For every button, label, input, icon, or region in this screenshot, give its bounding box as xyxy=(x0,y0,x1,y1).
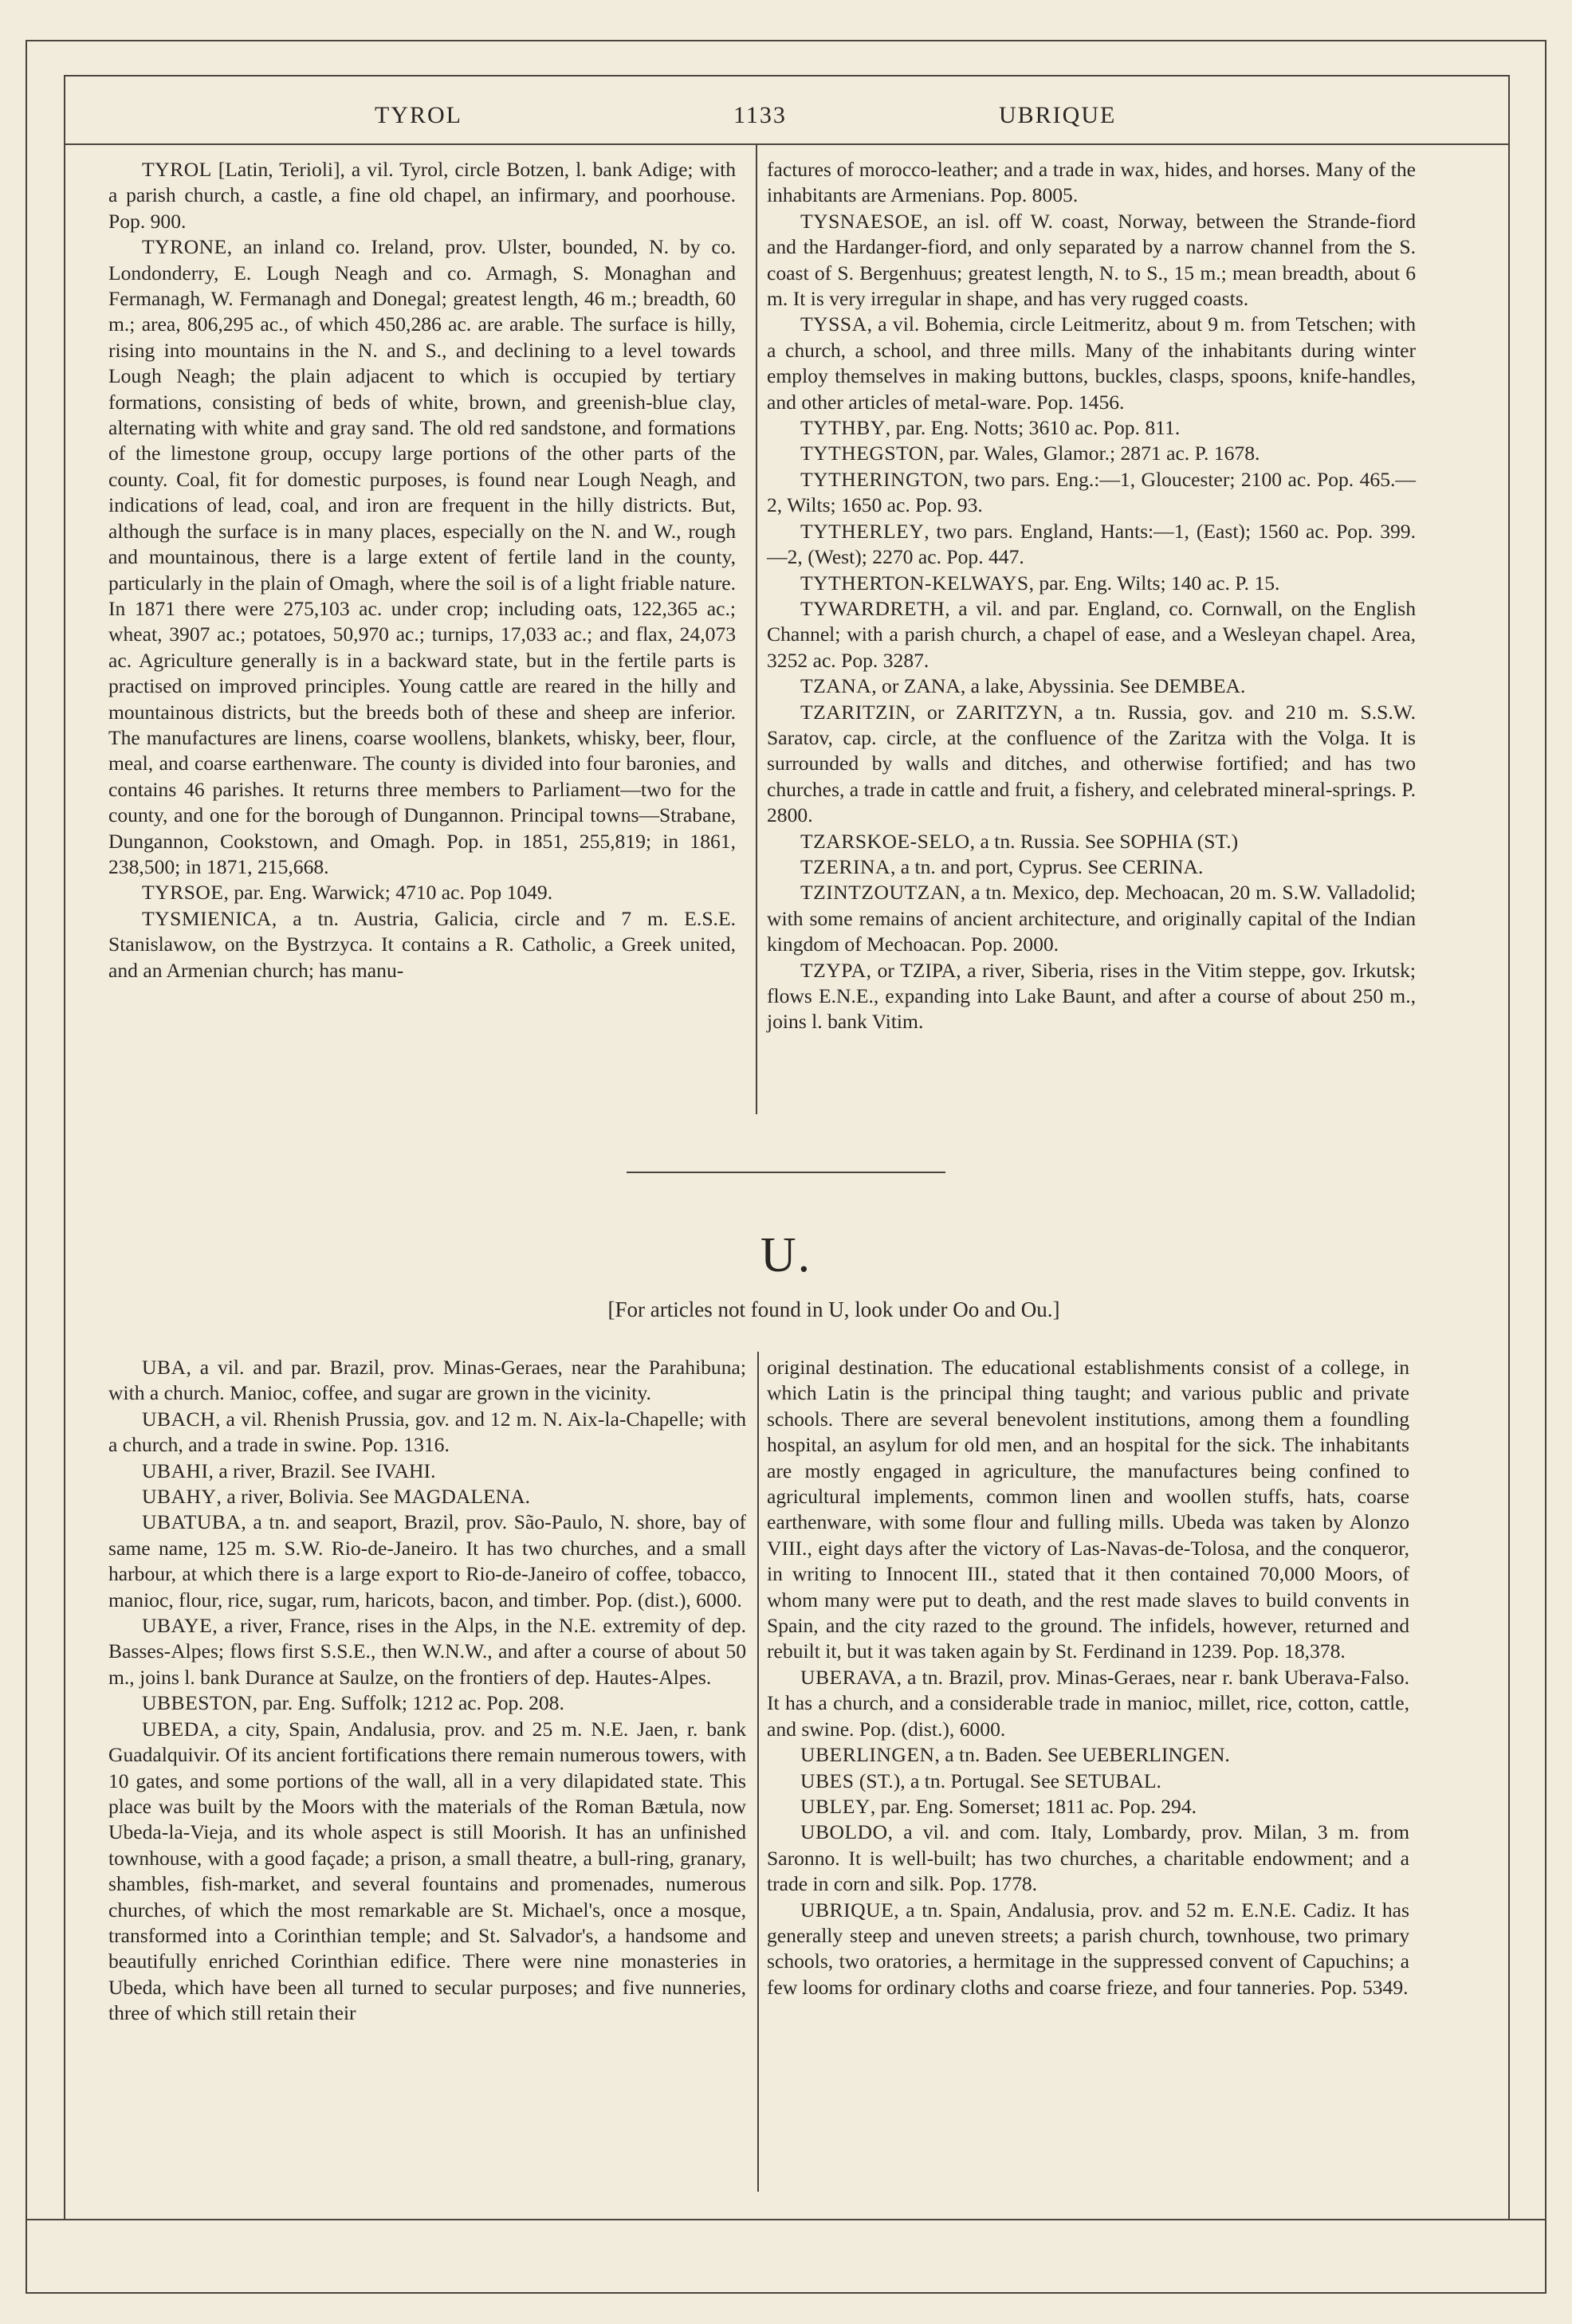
entry-text: , a vil. and com. Italy, Lombardy, prov. Milan, 3 m. from Saronno. It is well-built; has two churches, a charitable endowment; and a trade in corn and silk. Pop. 1778. xyxy=(767,1820,1409,1896)
entry-text: , a tn. Baden. See UEBERLINGEN. xyxy=(934,1743,1230,1767)
entry-headword: TYTHERTON-KELWAYS xyxy=(800,571,1029,595)
entry-headword: UBOLDO xyxy=(800,1820,888,1844)
entry-headword: TYRSOE xyxy=(142,881,224,905)
entry-headword: TZINTZOUTZAN xyxy=(800,881,961,905)
column-bottom-right xyxy=(767,1355,1409,2000)
entry-text: , a tn. Brazil, prov. Minas-Geraes, near r. bank Uberava-Falso. It has a church, and a considerable trade in manioc, millet, rice, cotton, cattle, and swine. Pop. (dist.), 6000. xyxy=(767,1665,1409,1741)
entry-text: , a city, Spain, Andalusia, prov. and 25 m. N.E. Jaen, r. bank Guadalquivir. Of its ancient fortifications there remain numerous towers, with 10 gates, and some portions of the wall, all in a very dilapidated state. This place was built by the Moors with the materials of the Roman Bætula, now Ubeda-la-Vieja, and its whole aspect is still Moorish. It has an unfinished townhouse, with a good façade; a prison, a small theatre, a bull-ring, granary, shambles, fish-market, and several fountains and promenades, numerous churches, of which the most remarkable are St. Michael's, once a mosque, transformed into a Corinthian temple; and St. Salvador's, a handsome and beautifully enriched Corinthian edifice. There were nine monasteries in Ubeda, which have been all turned to secular purposes; and five nunneries, three of which still retain their xyxy=(108,1717,746,2025)
running-head-left: TYROL xyxy=(375,102,462,128)
entry-text: , an inland co. Ireland, prov. Ulster, bounded, N. by co. Londonderry, E. Lough Neagh and co. Armagh, S. Monaghan and Fermanagh, W. Fermanagh and Donegal; greatest length, 46 m.; breadth, 60 m.; area, 806,295 ac., of which 450,286 ac. are arable. The surface is hilly, rising into mountains in the N. and S., and declining to a level towards Lough Neagh; the plain adjacent to which is occupied by tertiary formations, consisting of beds of white, brown, and greenish-blue clay, alternating with white and gray sand. The old red sandstone, and formations of the limestone group, occupy large portions of the other parts of the county. Coal, fit for domestic purposes, is found near Lough Neagh, and indications of lead, coal, and iron are frequent in the hilly districts. But, although the surface is in many places, especially on the N. and W., rough and mountainous, there is a large extent of fertile land in the county, particularly in the plain of Omagh, where the soil is of a light friable nature. In 1871 there were 275,103 ac. under crop; including oats, 122,365 ac.; wheat, 3907 ac.; potatoes, 50,970 ac.; turnips, 17,033 ac.; and flax, 24,073 ac. Agriculture generally is in a backward state, but in the fertile parts is practised on improved principles. Young cattle are reared in the hilly and mountainous districts, but the breeds both of these and sheep are inferior. The manufactures are linens, coarse woollens, blankets, whisky, beer, flour, meal, and coarse earthenware. The county is divided into four baronies, and contains 46 parishes. It returns three members to Parliament—two for the county, and one for the borough of Dungannon. Principal towns—Strabane, Dungannon, Cookstown, and Omagh. Pop. in 1851, 255,819; in 1861, 238,500; in 1871, 215,668. xyxy=(108,235,736,878)
gazetteer-entry xyxy=(108,1458,746,1484)
gazetteer-entry xyxy=(108,880,736,905)
entry-headword: UBATUBA xyxy=(142,1510,242,1534)
entry-headword: UBERLINGEN xyxy=(800,1743,935,1767)
entry-headword: TYRONE xyxy=(142,235,227,259)
entry-text: , a tn. Russia. See SOPHIA (ST.) xyxy=(969,829,1239,853)
gazetteer-entry xyxy=(767,1665,1409,1742)
gazetteer-entry xyxy=(767,157,1416,209)
gazetteer-entry xyxy=(767,209,1416,312)
running-head-right: UBRIQUE xyxy=(999,102,1117,128)
column-bottom-left xyxy=(108,1355,746,2027)
bottom-rule-2 xyxy=(26,2292,1546,2294)
entry-headword: UBES xyxy=(800,1769,855,1792)
entry-text: , a tn. Spain, Andalusia, prov. and 52 m. E.N.E. Cadiz. It has generally steep and uneven streets; a parish church, townhouse, two primary schools, two oratories, a hermitage in the suppressed convent of Capuchins; a few looms for ordinary cloths and coarse frieze, and four tanneries. Pop. 5349. xyxy=(767,1898,1409,1999)
entry-headword: UBAHI xyxy=(142,1458,209,1482)
inner-border-top xyxy=(64,75,1508,77)
outer-border-left xyxy=(26,40,27,2292)
entry-headword: TYTHEGSTON xyxy=(800,442,939,465)
inner-border-right xyxy=(1508,75,1510,2219)
entry-text: , par. Eng. Somerset; 1811 ac. Pop. 294. xyxy=(870,1794,1197,1818)
gazetteer-entry xyxy=(767,441,1416,466)
entry-text: , or ZANA, a lake, Abyssinia. See DEMBEA. xyxy=(871,674,1246,698)
gazetteer-entry xyxy=(108,1407,746,1458)
entry-headword: UBERAVA xyxy=(800,1665,897,1689)
entry-headword: TYWARDRETH xyxy=(800,596,945,620)
outer-border-right xyxy=(1545,40,1546,2292)
gazetteer-entry xyxy=(108,1690,746,1716)
entry-text: , a vil. and par. Brazil, prov. Minas-Geraes, near the Parahibuna; with a church. Manioc, coffee, and sugar are grown in the vicinity. xyxy=(108,1356,746,1405)
entry-headword: UBBESTON xyxy=(142,1691,253,1715)
column-divider-bottom xyxy=(757,1352,759,2192)
gazetteer-entry xyxy=(108,1717,746,2027)
entry-text: , par. Eng. Notts; 3610 ac. Pop. 811. xyxy=(885,416,1181,440)
entry-text: , par. Wales, Glamor.; 2871 ac. P. 1678. xyxy=(938,442,1260,465)
entry-headword: UBA xyxy=(142,1356,187,1379)
gazetteer-entry xyxy=(767,519,1416,571)
entry-text: , a vil. and par. England, co. Cornwall, on the English Channel; with a parish church, a chapel of ease, and a Wesleyan chapel. Area, 3252 ac. Pop. 3287. xyxy=(767,596,1416,672)
entry-headword: UBRIQUE xyxy=(800,1898,894,1922)
entry-headword: TYSSA xyxy=(800,312,867,336)
gazetteer-entry xyxy=(108,1484,746,1509)
gazetteer-entry xyxy=(767,467,1416,519)
entry-headword: TZYPA xyxy=(800,958,867,982)
gazetteer-entry xyxy=(767,880,1416,957)
gazetteer-entry xyxy=(108,1355,746,1407)
section-note: [For articles not found in U, look under Oo and Ou.] xyxy=(607,1297,1060,1321)
gazetteer-entry xyxy=(767,596,1416,673)
gazetteer-entry xyxy=(767,1794,1409,1820)
entry-headword: UBEDA xyxy=(142,1717,214,1741)
entry-headword: UBAHY xyxy=(142,1485,217,1509)
entry-text: , a tn. Austria, Galicia, circle and 7 m. E.S.E. Stanislawow, on the Bystrzyca. It contains a R. Catholic, a Greek united, and an Armenian church; has manu- xyxy=(108,906,736,982)
gazetteer-entry xyxy=(108,157,736,234)
column-top-right xyxy=(767,157,1416,1035)
entry-text: , par. Eng. Wilts; 140 ac. P. 15. xyxy=(1028,571,1280,595)
gazetteer-entry xyxy=(767,1898,1409,2001)
entry-headword: TYSNAESOE xyxy=(800,209,923,233)
gazetteer-entry xyxy=(767,673,1416,699)
gazetteer-entry xyxy=(767,571,1416,596)
column-top-left xyxy=(108,157,736,983)
entry-headword: TZANA xyxy=(800,674,872,698)
bottom-rule-1 xyxy=(26,2219,1546,2220)
page-number: 1133 xyxy=(733,102,787,128)
entry-text: , a river, Bolivia. See MAGDALENA. xyxy=(216,1485,530,1509)
header-rule xyxy=(64,143,1508,145)
section-letter: U. xyxy=(760,1228,812,1282)
gazetteer-entry xyxy=(767,1820,1409,1897)
gazetteer-entry xyxy=(108,234,736,880)
entry-text: , par. Eng. Warwick; 4710 ac. Pop 1049. xyxy=(223,881,553,905)
entry-headword: TZERINA xyxy=(800,854,890,878)
inner-border-left xyxy=(64,75,65,2219)
gazetteer-entry xyxy=(767,312,1416,415)
entry-text: , a tn. and seaport, Brazil, prov. São-Paulo, N. shore, bay of same name, 125 m. S.W. Rio-de-Janeiro. It has two churches, and a small harbour, at which there is a large export to Rio-de-Janeiro of coffee, tobacco, manioc, flour, rice, sugar, rum, haricots, bacon, and timber. Pop. (dist.), 6000. xyxy=(108,1510,746,1611)
entry-headword: TYTHERLEY xyxy=(800,519,925,543)
gazetteer-entry xyxy=(767,700,1416,829)
entry-text: , a vil. Rhenish Prussia, gov. and 12 m. N. Aix-la-Chapelle; with a church, and a trade in swine. Pop. 1316. xyxy=(108,1407,746,1457)
gazetteer-entry xyxy=(767,958,1416,1035)
section-divider xyxy=(627,1172,945,1173)
entry-headword: TYTHERINGTON xyxy=(800,467,964,491)
entry-text: , a tn. Mexico, dep. Mechoacan, 20 m. S.W. Valladolid; with some remains of ancient architecture, and originally capital of the Indian kingdom of Mechoacan. Pop. 2000. xyxy=(767,881,1416,956)
entry-headword: UBLEY xyxy=(800,1794,870,1818)
gazetteer-entry xyxy=(767,1769,1409,1794)
entry-headword: TZARSKOE-SELO xyxy=(800,829,970,853)
entry-text: [Latin, Terioli], a vil. Tyrol, circle Botzen, l. bank Adige; with a parish church, a castle, a fine old chapel, an infirmary, and poorhouse. Pop. 900. xyxy=(108,158,736,233)
entry-headword: TYROL xyxy=(142,158,212,181)
entry-text: , two pars. England, Hants:—1, (East); 1560 ac. Pop. 399.—2, (West); 2270 ac. Pop. 447. xyxy=(767,519,1416,569)
gazetteer-entry xyxy=(108,1613,746,1690)
column-divider-top xyxy=(756,145,757,1114)
entry-headword: TYTHBY xyxy=(800,416,886,440)
entry-headword: TYSMIENICA xyxy=(142,906,272,930)
entry-text: , two pars. Eng.:—1, Gloucester; 2100 ac. Pop. 465.—2, Wilts; 1650 ac. Pop. 93. xyxy=(767,467,1416,517)
gazetteer-entry xyxy=(767,1742,1409,1768)
entry-text: factures of morocco-leather; and a trade in wax, hides, and horses. Many of the inhabitants are Armenians. Pop. 8005. xyxy=(767,158,1416,207)
entry-text: , a tn. and port, Cyprus. See CERINA. xyxy=(890,854,1204,878)
gazetteer-entry xyxy=(767,415,1416,441)
entry-headword: UBAYE xyxy=(142,1614,213,1638)
gazetteer-entry xyxy=(767,829,1416,854)
entry-text: (ST.), a tn. Portugal. See SETUBAL. xyxy=(854,1769,1161,1792)
entry-headword: UBACH xyxy=(142,1407,216,1431)
entry-text: , a river, France, rises in the Alps, in the N.E. extremity of dep. Basses-Alpes; flows first S.S.E., then W.N.W., and after a course of about 50 m., joins l. bank Durance at Saulze, on the frontiers of dep. Hautes-Alpes. xyxy=(108,1614,746,1689)
entry-text: , or TZIPA, a river, Siberia, rises in the Vitim steppe, gov. Irkutsk; flows E.N.E., expanding into Lake Baunt, and after a course of about 250 m., joins l. bank Vitim. xyxy=(767,958,1416,1034)
gazetteer-entry xyxy=(767,1355,1409,1665)
entry-text: , a vil. Bohemia, circle Leitmeritz, about 9 m. from Tetschen; with a church, a school, and three mills. Many of the inhabitants during winter employ themselves in making buttons, buckles, clasps, spoons, knife-handles, and other articles of metal-ware. Pop. 1456. xyxy=(767,312,1416,414)
entry-text: , an isl. off W. coast, Norway, between the Strande-fiord and the Hardanger-fiord, and only separated by a narrow channel from the S. coast of S. Bergenhuus; greatest length, N. to S., 15 m.; mean breadth, about 6 m. It is very irregular in shape, and has very rugged coasts. xyxy=(767,209,1416,311)
gazetteer-entry xyxy=(767,854,1416,880)
entry-text: , a river, Brazil. See IVAHI. xyxy=(208,1458,436,1482)
gazetteer-entry xyxy=(108,1509,746,1613)
entry-text: original destination. The educational establishments consist of a college, in which Latin is the principal thing taught; and various public and private schools. There are several benevolent institutions, among them a foundling hospital, an asylum for old men, and an hospital for the sick. The inhabitants are mostly engaged in agriculture, the manufactures being confined to agricultural implements, common linen and woollen stuffs, hats, coarse earthenware, with some flour and fulling mills. Ubeda was taken by Alonzo VIII., eight days after the victory of Las-Navas-de-Tolosa, and the conqueror, in writing to Innocent III., stated that it then contained 70,000 Moors, of whom many were put to death, and the rest made slaves to build convents in Spain, and the city razed to the ground. The infidels, however, returned and rebuilt it, but it was taken again by St. Ferdinand in 1239. Pop. 18,378. xyxy=(767,1356,1409,1663)
entry-headword: TZARITZIN xyxy=(800,700,911,724)
entry-text: , par. Eng. Suffolk; 1212 ac. Pop. 208. xyxy=(252,1691,564,1715)
outer-border-top xyxy=(26,40,1545,41)
entry-text: , or ZARITZYN, a tn. Russia, gov. and 210 m. S.S.W. Saratov, cap. circle, at the confluence of the Zaritza with the Volga. It is surrounded by walls and ditches, and otherwise fortified; and has two churches, a trade in cattle and fruit, a fishery, and celebrated mineral-springs. P. 2800. xyxy=(767,700,1416,827)
gazetteer-entry xyxy=(108,906,736,983)
